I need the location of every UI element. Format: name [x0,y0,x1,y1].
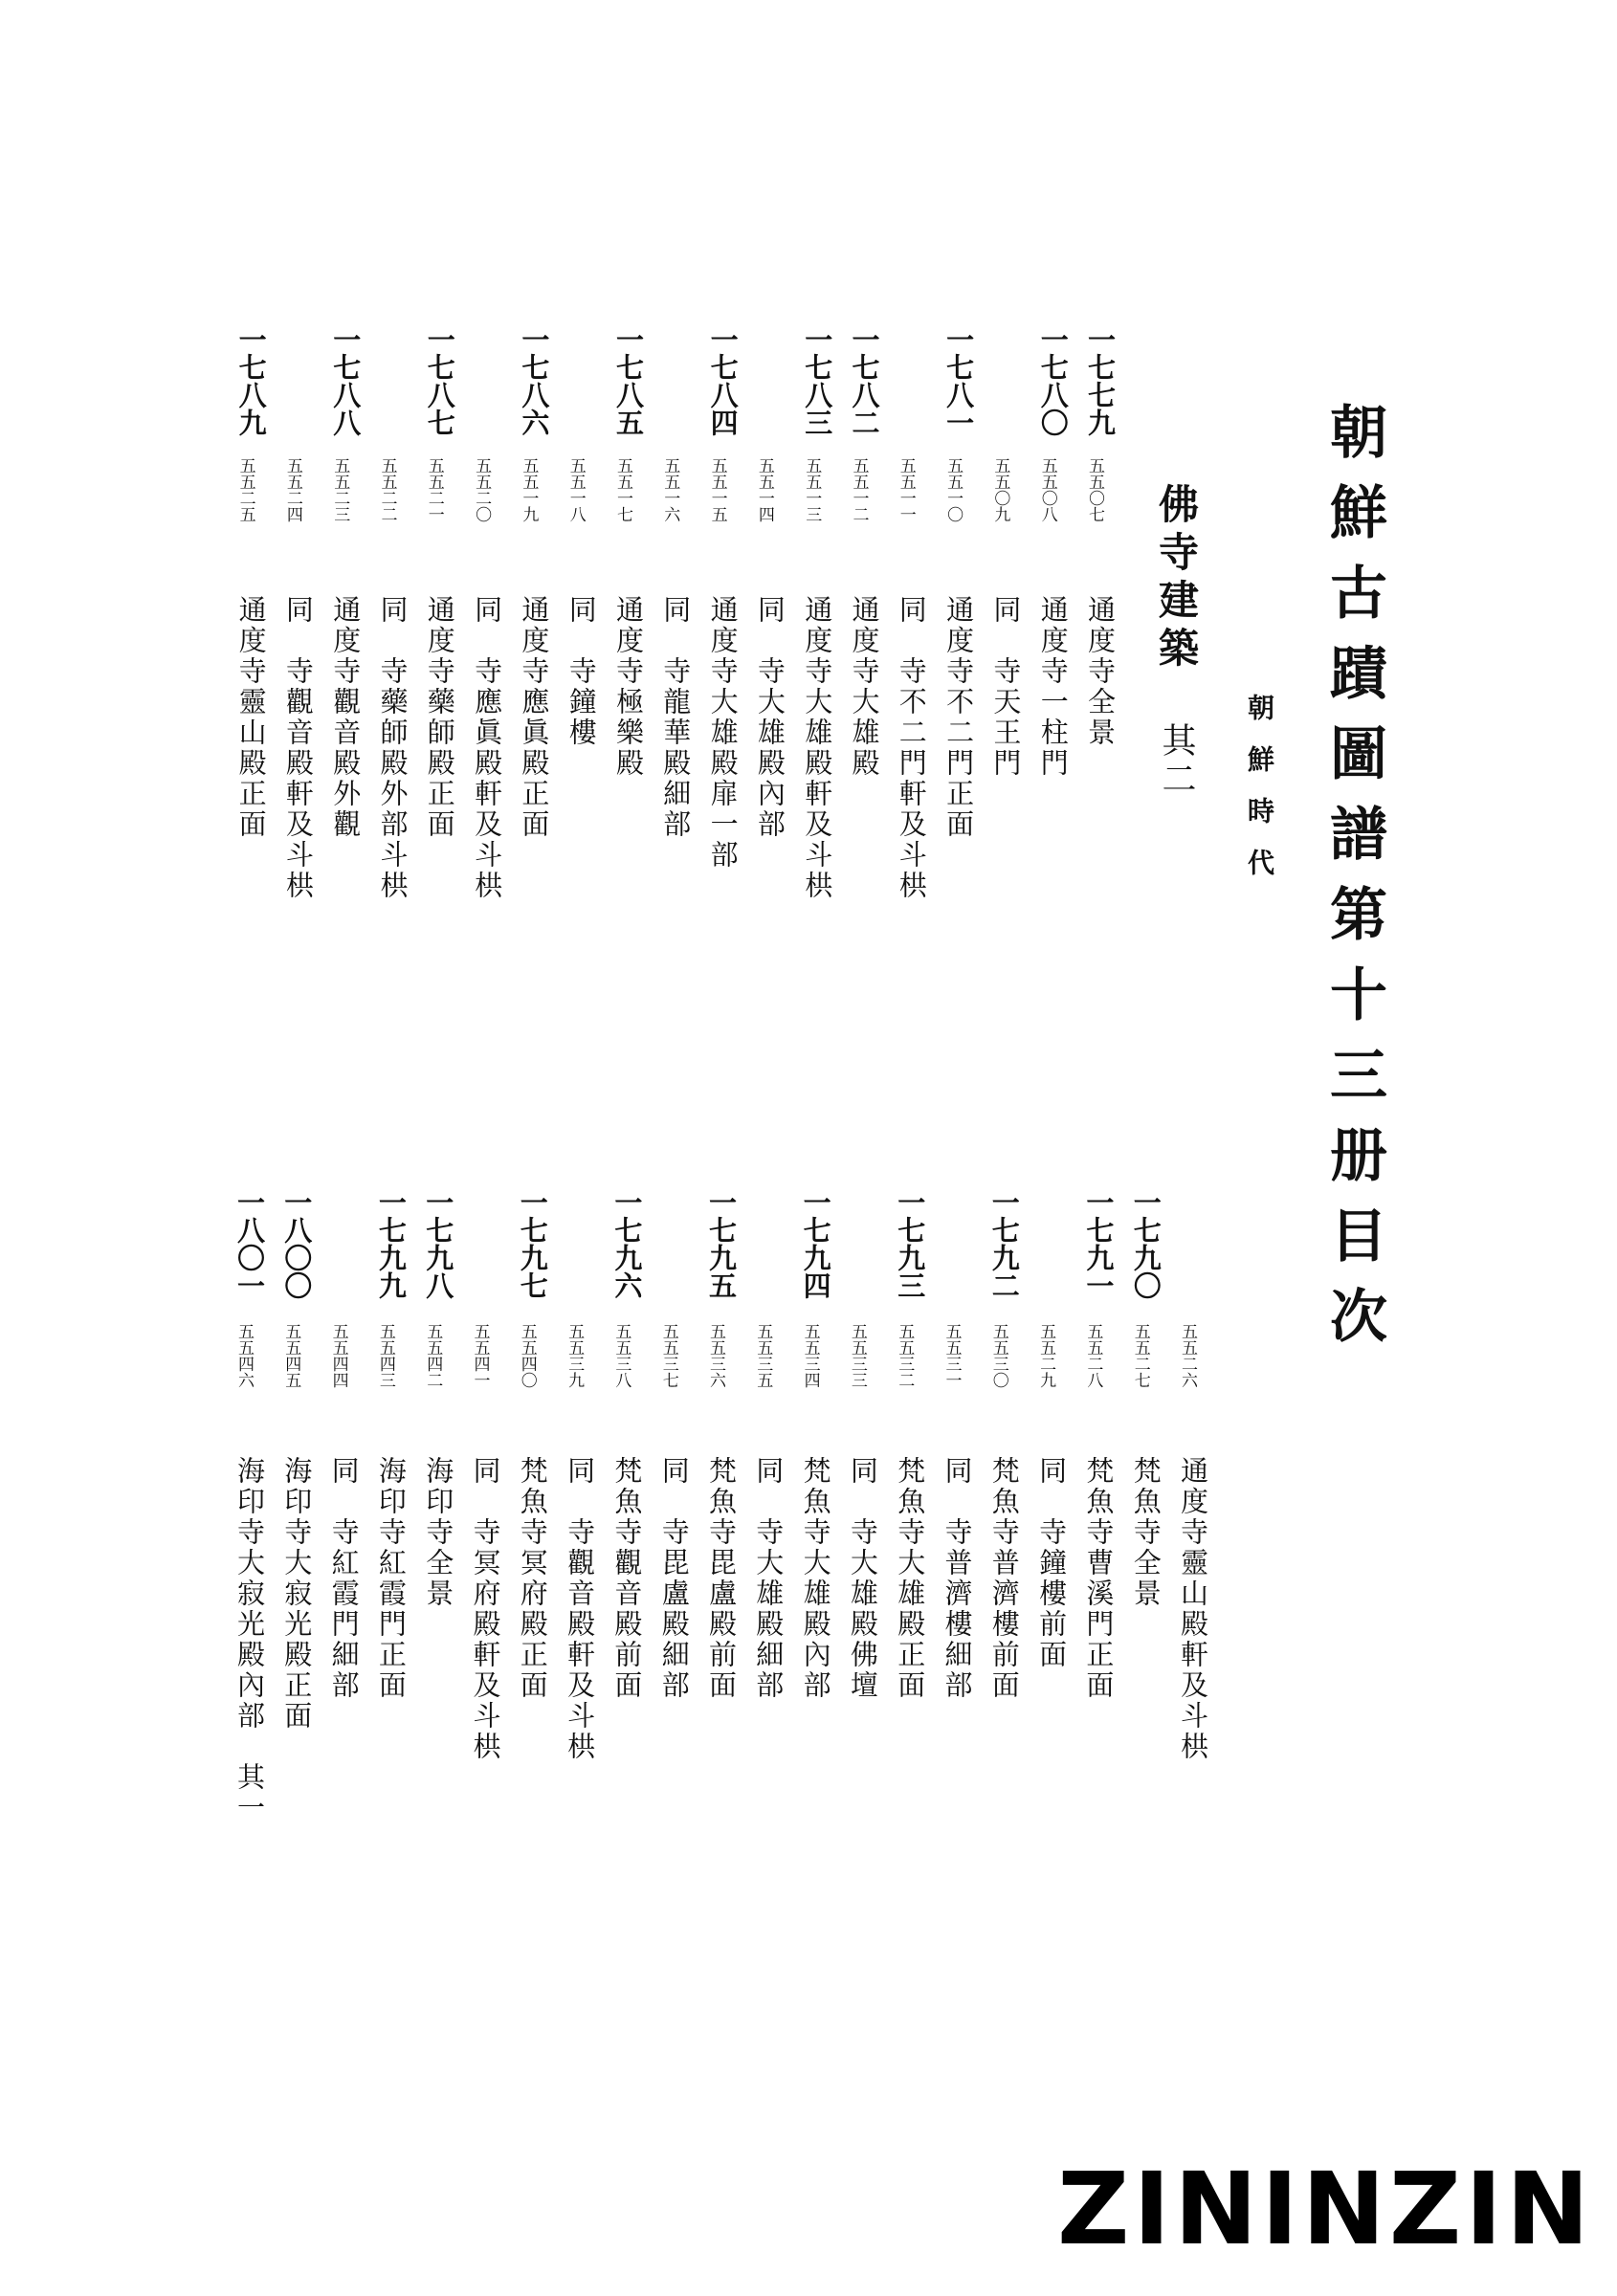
page-number: 五五三七 [658,1323,678,1388]
figure-number: 一七九八 [422,1188,455,1299]
figure-caption: 梵魚寺全景 [1129,1456,1163,1609]
figure-caption: 通度寺極樂殿 [612,595,645,779]
figure-caption: 通度寺一柱門 [1036,595,1070,779]
figure-caption: 梵魚寺普濟樓前面 [987,1456,1021,1701]
figure-number: 一七九四 [799,1188,832,1299]
figure-caption: 通度寺大雄殿扉一部 [706,595,740,871]
figure-caption: 同 寺不二門軒及斗栱 [895,595,928,901]
figure-caption: 梵魚寺大雄殿正面 [894,1456,927,1701]
figure-caption: 通度寺靈山殿軒及斗栱 [1177,1456,1209,1762]
figure-caption: 海印寺紅霞門正面 [374,1456,408,1701]
watermark-logo: ZININZIN [1056,2151,1593,2267]
page-number: 五五四四 [328,1323,348,1388]
figure-number: 一七九七 [516,1188,549,1299]
page-number: 五五一三 [802,457,822,522]
figure-caption: 海印寺大寂光殿內部 其一 [233,1456,266,1823]
page-number: 五五一五 [707,457,727,522]
page-number: 五五一六 [660,457,680,522]
page-number: 五五〇九 [990,457,1010,522]
page-number: 五五三五 [753,1323,773,1388]
page-number: 五五一一 [896,457,916,522]
figure-caption: 梵魚寺觀音殿前面 [610,1456,644,1701]
figure-caption: 同 寺普濟樓細部 [941,1456,974,1701]
page-number: 五五一八 [565,457,586,522]
section-heading [1153,483,1200,799]
figure-caption: 同 寺紅霞門細部 [327,1456,361,1701]
figure-number: 一八〇〇 [280,1188,314,1299]
page-number: 五五二〇 [472,457,492,522]
figure-caption: 海印寺大寂光殿正面 [280,1456,314,1732]
figure-caption: 梵魚寺冥府殿正面 [516,1456,549,1701]
figure-caption: 通度寺藥師殿正面 [423,595,456,840]
page-number: 五五三四 [800,1323,820,1388]
figure-caption: 同 寺觀音殿軒及斗栱 [564,1456,597,1762]
page-number: 五五四六 [234,1323,254,1388]
page-number: 五五二四 [282,457,302,522]
page-number: 五五三三 [847,1323,867,1388]
page-number: 五五四三 [375,1323,395,1388]
figure-number: 一七八二 [848,325,881,436]
page-number: 五五三九 [565,1323,585,1388]
figure-caption: 梵魚寺毘盧殿前面 [705,1456,738,1701]
figure-number: 一七八七 [423,325,456,436]
figure-number: 一七九六 [610,1188,644,1299]
page-number: 五五二九 [1036,1323,1056,1388]
page-number: 五五三六 [706,1323,725,1388]
figure-caption: 同 寺鐘樓前面 [1035,1456,1069,1670]
figure-caption: 通度寺應眞殿正面 [518,595,551,840]
page-number: 五五三八 [611,1323,631,1388]
section-part: 其二 [1157,722,1196,799]
figure-caption: 同 寺大雄殿佛壇 [846,1456,879,1701]
page-number: 五五一二 [849,457,869,522]
figure-caption: 同 寺龍華殿細部 [659,595,693,840]
figure-number: 一七八五 [612,325,645,436]
figure-number: 一七九三 [894,1188,927,1299]
figure-caption: 通度寺觀音殿外觀 [329,595,363,840]
figure-caption: 梵魚寺大雄殿內部 [799,1456,832,1701]
page-number: 五五四〇 [517,1323,537,1388]
figure-caption: 海印寺全景 [422,1456,455,1609]
figure-caption: 通度寺大雄殿軒及斗栱 [801,595,834,901]
figure-number: 一七九五 [705,1188,738,1299]
figure-caption: 梵魚寺曹溪門正面 [1082,1456,1116,1701]
page-number: 五五二二 [377,457,397,522]
figure-caption: 通度寺不二門正面 [942,595,976,840]
page-number: 五五二七 [1130,1323,1150,1388]
figure-caption: 同 寺大雄殿內部 [753,595,786,840]
figure-number: 一七九九 [374,1188,408,1299]
book-title: 朝鮮古蹟圖譜第十三册目次 [1320,402,1387,1366]
figure-number: 一八〇一 [233,1188,266,1299]
figure-number: 一七八四 [706,325,740,436]
figure-caption: 通度寺全景 [1084,595,1117,748]
figure-caption: 同 寺應眞殿軒及斗栱 [471,595,504,901]
figure-caption: 同 寺大雄殿細部 [752,1456,786,1701]
page-number: 五五二六 [1178,1323,1197,1388]
page-number: 五五一七 [613,457,632,522]
page-number: 五五一四 [754,457,774,522]
page-number: 五五四一 [470,1323,490,1388]
page-number: 五五三一 [941,1323,962,1388]
figure-number: 一七七九 [1084,325,1117,436]
figure-caption: 同 寺鐘樓 [565,595,598,748]
page-number: 五五四二 [423,1323,443,1388]
figure-number: 一七八〇 [1036,325,1070,436]
page-number: 五五二五 [235,457,255,522]
page-number: 五五二一 [424,457,444,522]
page-number: 五五〇七 [1085,457,1104,522]
figure-number: 一七九〇 [1129,1188,1163,1299]
period-heading: 朝鮮時代 [1244,694,1275,900]
figure-number: 一七八八 [329,325,363,436]
page-number: 五五二三 [330,457,350,522]
figure-caption: 同 寺觀音殿軒及斗栱 [281,595,315,901]
figure-caption: 通度寺靈山殿正面 [234,595,268,840]
page-number: 五五三〇 [988,1323,1008,1388]
page-number: 五五〇八 [1037,457,1057,522]
page-number: 五五一〇 [943,457,964,522]
page-number: 五五一九 [519,457,539,522]
figure-caption: 同 寺藥師殿外部斗栱 [376,595,410,901]
figure-number: 一七八一 [942,325,976,436]
figure-caption: 同 寺天王門 [989,595,1023,779]
figure-number: 一七九二 [987,1188,1021,1299]
page-number: 五五四五 [281,1323,301,1388]
page-number: 五五二八 [1083,1323,1103,1388]
figure-caption: 同 寺毘盧殿細部 [657,1456,691,1701]
figure-number: 一七八九 [234,325,268,436]
figure-caption: 同 寺冥府殿軒及斗栱 [469,1456,502,1762]
page-number: 五五三二 [895,1323,915,1388]
figure-number: 一七九一 [1082,1188,1116,1299]
section-title: 佛寺建築 [1153,483,1200,674]
figure-number: 一七八六 [518,325,551,436]
figure-caption: 通度寺大雄殿 [848,595,881,779]
figure-number: 一七八三 [801,325,834,436]
